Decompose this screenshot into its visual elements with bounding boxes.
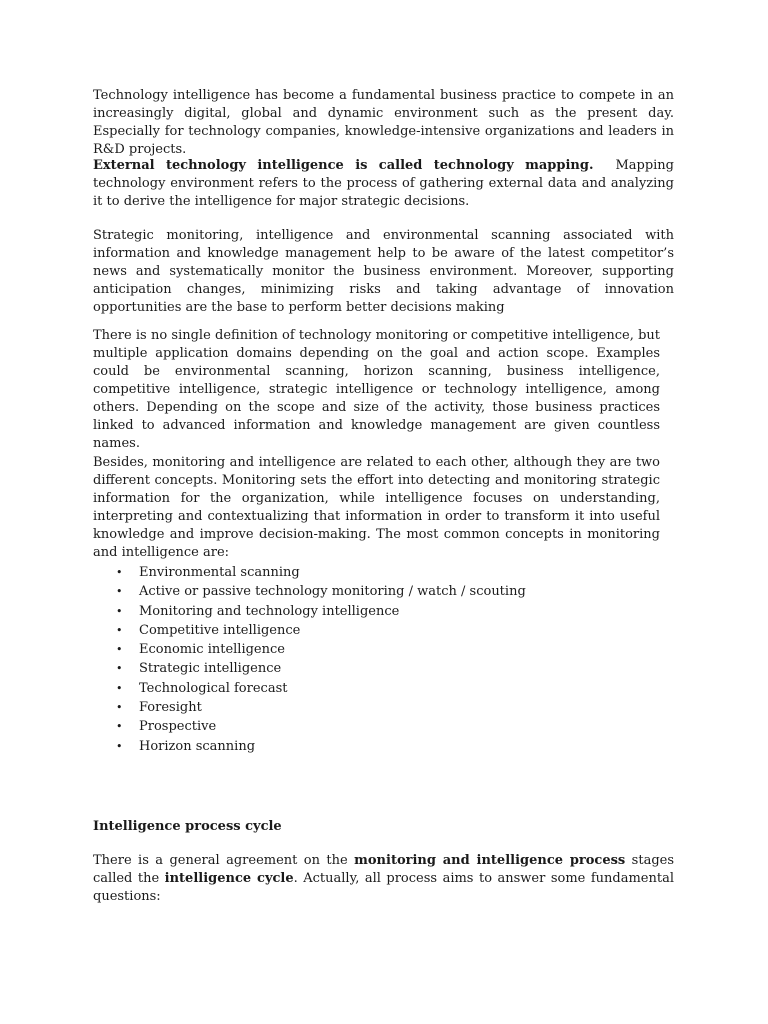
list-item-text: Monitoring and technology intelligence xyxy=(139,603,400,619)
intelligence-cycle-text-c: stages called the xyxy=(93,853,675,886)
list-item-text: Foresight xyxy=(139,700,202,716)
list-item-text: Environmental scanning xyxy=(139,565,300,580)
strategic-monitoring-paragraph: Strategic monitoring, intelligence and environmental scanning associated with information and knowledge management help to be aware of the latest competitor’s news and systematically monitor the business environment. Moreover, supporting anticipation changes, minimizing risks and taking advantage of innovation opportunities are the base to perform better decisions making xyxy=(93,228,674,315)
bullet-icon: • xyxy=(116,643,123,657)
list-item-text: Technological forecast xyxy=(139,680,288,696)
list-item-text: Horizon scanning xyxy=(139,738,256,754)
definition-paragraph: There is no single definition of technology monitoring or competitive intelligence, but multiple application domains depending on the goal and action scope. Examples could be environmental scanning, horizon scanning, business intelligence, competitive intelligence, strategic intelligence or technology intelligence, among others. Depending on the scope and size of the activity, those business practices linked to advanced information and knowledge management are given countless names. xyxy=(93,328,660,451)
bullet-icon: • xyxy=(116,566,123,579)
intelligence-cycle-paragraph xyxy=(93,852,674,906)
list-item xyxy=(93,602,526,621)
section-heading: Intelligence process cycle xyxy=(93,819,282,834)
list-item xyxy=(93,659,526,678)
technology-mapping-bold-text: External technology intelligence is called technology mapping. xyxy=(93,158,594,173)
list-item xyxy=(93,698,526,717)
list-item xyxy=(93,737,526,756)
bullet-icon: • xyxy=(116,739,123,753)
list-item xyxy=(93,679,526,698)
list-item xyxy=(93,640,526,659)
bullet-icon: • xyxy=(116,662,123,676)
list-item-text: Active or passive technology monitoring / watch / scouting xyxy=(139,584,526,600)
list-item-text: Competitive intelligence xyxy=(139,622,301,638)
intelligence-process-bold-text: monitoring and intelligence process xyxy=(354,853,626,868)
bullet-icon: • xyxy=(116,623,123,637)
bullet-icon: • xyxy=(116,604,123,618)
bullet-icon: • xyxy=(116,585,123,599)
bullet-icon: • xyxy=(116,701,123,715)
list-item-text: Economic intelligence xyxy=(139,642,285,658)
intelligence-cycle-bold-text: intelligence cycle xyxy=(164,871,294,886)
monitoring-vs-intelligence-paragraph: Besides, monitoring and intelligence are related to each other, although they are two different concepts. Monitoring sets the effort into detecting and monitoring strategic information for the organization, while intelligence focuses on understanding, interpreting and contextualizing that information in order to transform it into useful knowledge and improve decision-making. The most common concepts in monitoring and intelligence are: xyxy=(93,455,660,560)
technology-mapping-text: Mapping technology environment refers to the process of gathering external data and analyzing it to derive the intelligence for major strategic decisions. xyxy=(93,158,679,209)
bullet-icon: • xyxy=(116,681,123,695)
list-item xyxy=(93,563,526,582)
intro-paragraph: Technology intelligence has become a fundamental business practice to compete in an increasingly digital, global and dynamic environment such as the present day. Especially for technology companies, knowledge-intensive organizations and leaders in R&D projects. xyxy=(93,88,674,157)
list-item-text: Strategic intelligence xyxy=(139,661,282,677)
concepts-list xyxy=(93,563,526,756)
bullet-icon: • xyxy=(116,720,123,734)
list-item xyxy=(93,717,526,736)
list-item xyxy=(93,582,526,601)
intelligence-cycle-text-a: There is a general agreement on the xyxy=(93,853,355,868)
list-item xyxy=(93,621,526,640)
technology-mapping-paragraph xyxy=(93,157,679,211)
intelligence-cycle-text-e: . Actually, all process aims to answer some fundamental questions: xyxy=(93,871,675,904)
list-item-text: Prospective xyxy=(139,719,217,735)
